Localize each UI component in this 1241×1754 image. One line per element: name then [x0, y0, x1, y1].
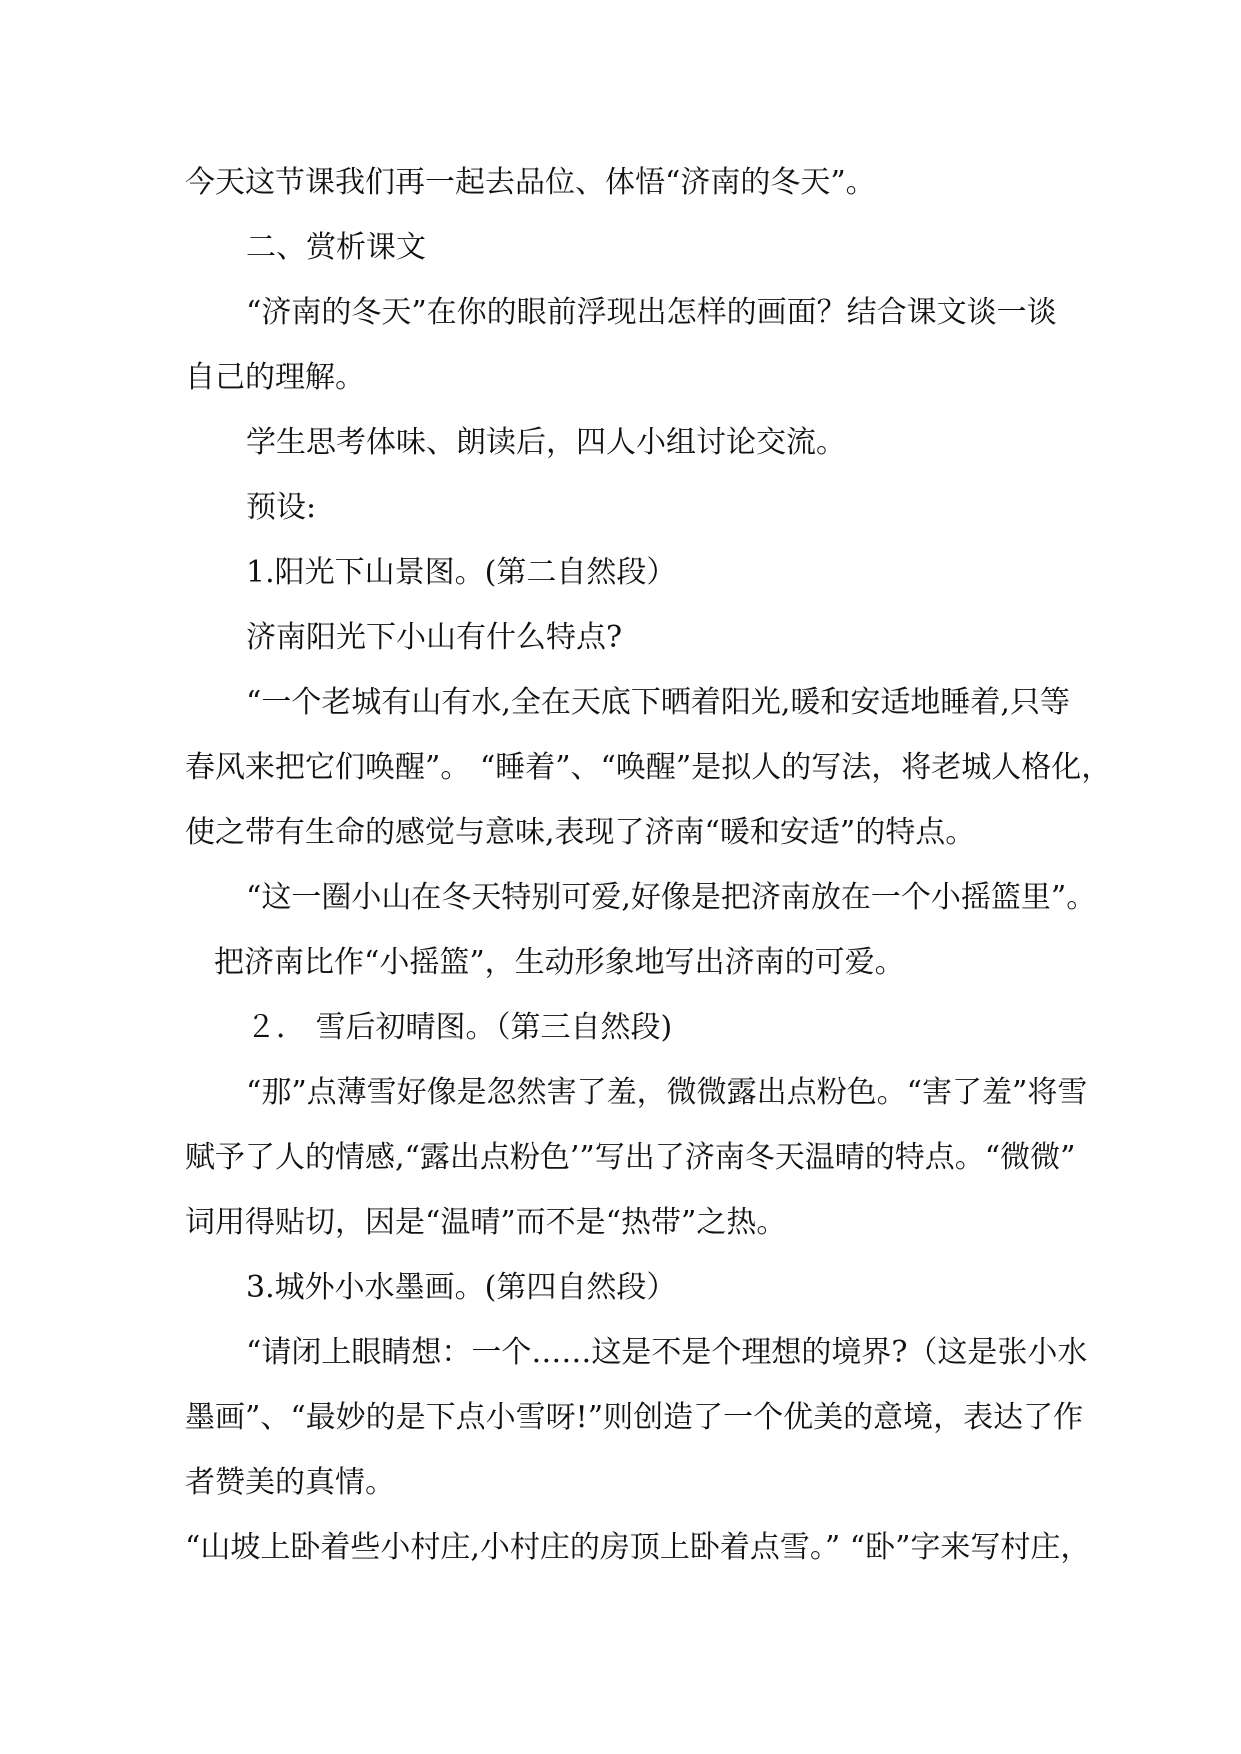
paragraph-line: “那”点薄雪好像是忽然害了羞，微微露出点粉色。“害了羞”将雪 — [246, 1075, 1088, 1110]
paragraph-line: 者赞美的真情。 — [185, 1465, 395, 1500]
paragraph-line: 把济南比作“小摇篮”，生动形象地写出济南的可爱。 — [214, 945, 905, 980]
paragraph-line: “济南的冬天”在你的眼前浮现出怎样的画面？结合课文谈一谈 — [246, 295, 1057, 330]
paragraph-line: “山坡上卧着些小村庄,小村庄的房顶上卧着点雪。” “卧”字来写村庄， — [185, 1530, 1091, 1565]
paragraph-line: 学生思考体味、朗读后，四人小组讨论交流。 — [246, 425, 846, 460]
paragraph-line: 春风来把它们唤醒”。 “睡着”、“唤醒”是拟人的写法，将老城人格化， — [185, 750, 1112, 785]
paragraph-line: 使之带有生命的感觉与意味,表现了济南“暖和安适”的特点。 — [185, 815, 976, 850]
paragraph-line: “这一圈小山在冬天特别可爱,好像是把济南放在一个小摇篮里”。 — [246, 880, 1097, 915]
paragraph-line: “一个老城有山有水,全在天底下晒着阳光,暖和安适地睡着,只等 — [246, 685, 1070, 720]
paragraph-line: 词用得贴切，因是“温晴”而不是“热带”之热。 — [185, 1205, 787, 1240]
paragraph-line: “请闭上眼睛想：一个……这是不是个理想的境界?（这是张小水 — [246, 1335, 1088, 1370]
paragraph-line: 自己的理解。 — [185, 360, 365, 395]
paragraph-line: 赋予了人的情感,“露出点粉色’”写出了济南冬天温晴的特点。“微微” — [185, 1140, 1076, 1175]
subsection-heading: 3.城外小水墨画。(第四自然段） — [246, 1270, 677, 1305]
paragraph-line: 今天这节课我们再一起去品位、体悟“济南的冬天”。 — [185, 165, 876, 200]
subsection-heading: ２． 雪后初晴图。（第三自然段) — [246, 1010, 673, 1045]
paragraph-line: 墨画”、“最妙的是下点小雪呀!”则创造了一个优美的意境，表达了作 — [185, 1400, 1084, 1435]
paragraph-line: 济南阳光下小山有什么特点? — [246, 620, 623, 655]
subsection-heading: 1.阳光下山景图。(第二自然段） — [246, 555, 677, 590]
section-heading: 二、赏析课文 — [246, 230, 426, 265]
paragraph-line: 预设: — [246, 490, 317, 525]
